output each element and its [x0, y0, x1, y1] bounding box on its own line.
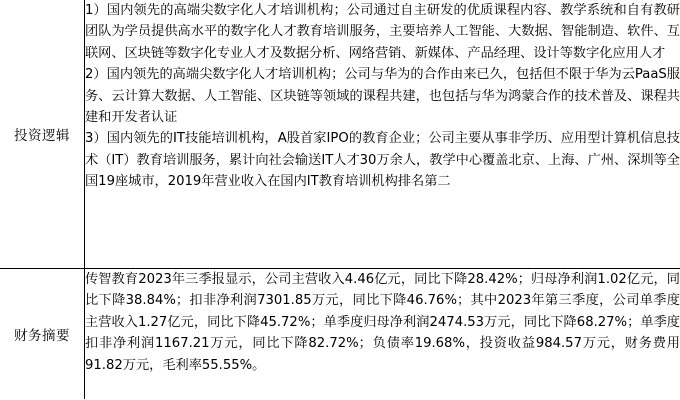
row-content-financial-summary [85, 269, 680, 400]
row-label-financial-summary: 财务摘要 [0, 269, 85, 400]
row-label-investment-logic: 投资逻辑 [0, 0, 85, 269]
paragraph: 2）国内领先的高端尖数字化人才培训机构；公司与华为的合作由来已久，包括但不限于华为云PaaS服务、云计算大数据、人工智能、区块链等领域的课程共建，也包括与华为鸿蒙合作的技术普及、课程共建和开发者认证 [85, 67, 680, 125]
row-content-investment-logic [85, 0, 680, 269]
paragraph: 3）国内领先的IT技能培训机构，A股首家IPO的教育企业；公司主要从事非学历、应用型计算机信息技术（IT）教育培训服务，累计向社会输送IT人才30万余人，教学中心覆盖北京、上海、广州、深圳等全国19座城市，2019年营业收入在国内IT教育培训机构排名第二 [85, 131, 680, 189]
paragraph: 1）国内领先的高端尖数字化人才培训机构；公司通过自主研发的优质课程内容、教学系统和自有教研团队为学员提供高水平的数字化人才教育培训服务，主要培养人工智能、大数据、智能制造、软件、互联网、区块链等数字化专业人才及数据分析、网络营销、新媒体、产品经理、设计等数字化应用人才 [85, 3, 680, 61]
paragraph: 传智教育2023年三季报显示，公司主营收入4.46亿元，同比下降28.42%；归母净利润1.02亿元，同比下降38.84%；扣非净利润7301.85万元，同比下降46.76%；其中2023年第三季度，公司单季度主营收入1.27亿元，同比下降45.72%；单季度归母净利润2474.53万元，同比下降68.27%；单季度扣非净利润1167.21万元，同比下降82.72%；负债率19.68%，投资收益984.57万元，财务费用91.82万元，毛利率55.55%。 [85, 272, 680, 373]
table-row [0, 269, 680, 400]
